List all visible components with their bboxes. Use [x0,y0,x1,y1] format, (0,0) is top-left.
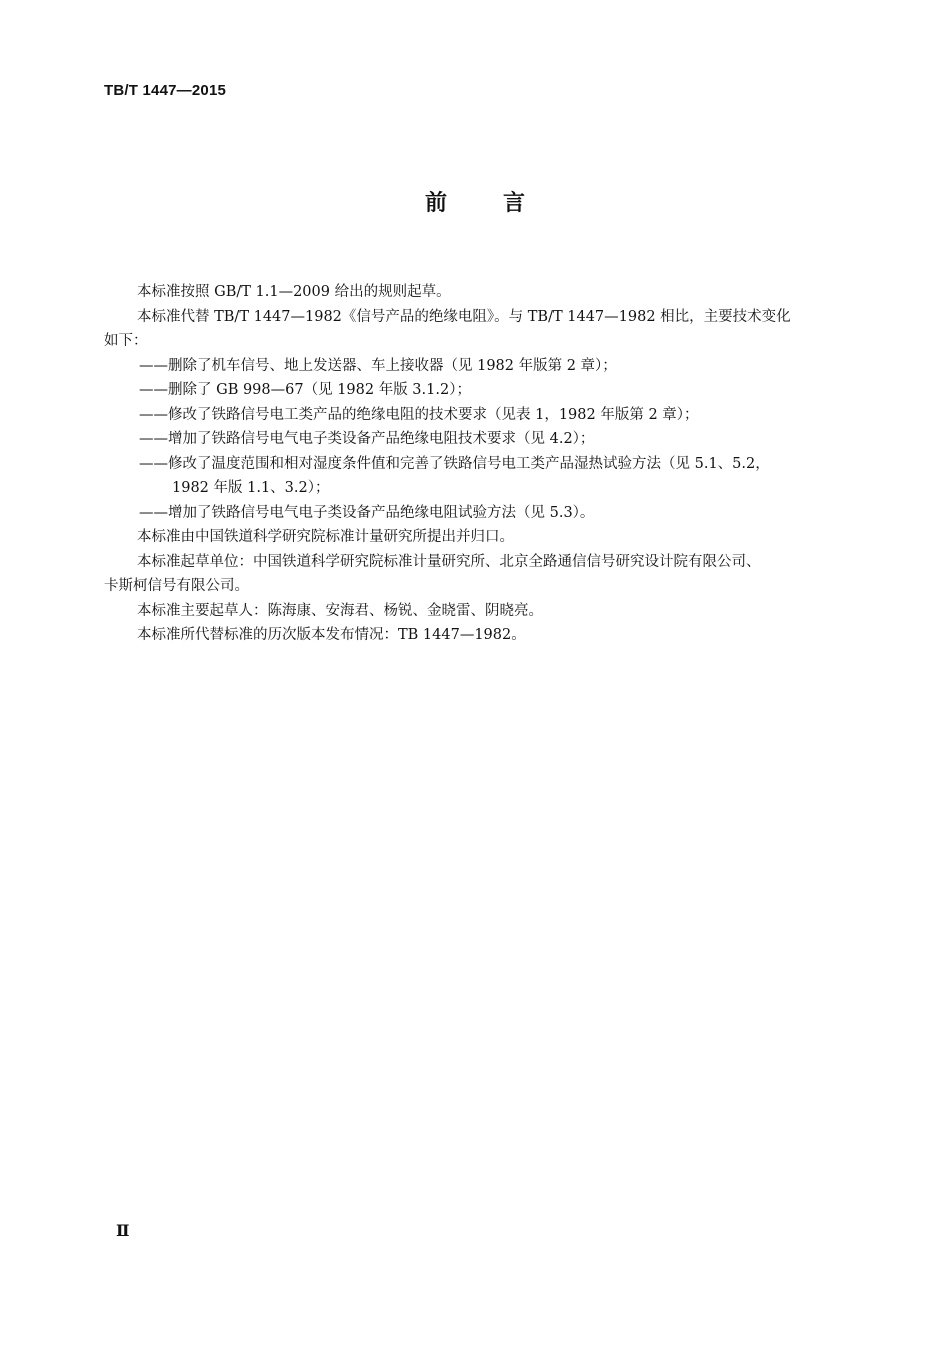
paragraph-replaces-line-1: 本标准代替 TB/T 1447—1982《信号产品的绝缘电阻》。与 TB/T 1447—1982 相比，主要技术变化 [137,308,791,325]
paragraph-drafting-units-line-2: 卡斯柯信号有限公司。 [104,578,249,594]
change-item-3: ——修改了铁路信号电工类产品的绝缘电阻的技术要求（见表 1，1982 年版第 2 章）； [139,406,699,423]
title-char-2: 言 [503,191,526,216]
document-code: TB/T 1447—2015 [104,82,227,99]
paragraph-drafters: 本标准主要起草人：陈海康、安海君、杨锐、金晓雷、阴晓亮。 [137,602,543,619]
change-item-6: ——增加了铁路信号电气电子类设备产品绝缘电阻试验方法（见 5.3）。 [139,504,595,521]
change-item-5-continued: 1982 年版 1.1、3.2）； [172,480,330,496]
paragraph-replaces-line-2: 如下： [104,333,148,349]
change-item-2: ——删除了 GB 998—67（见 1982 年版 3.1.2）； [139,382,471,398]
paragraph-version-history: 本标准所代替标准的历次版本发布情况：TB 1447—1982。 [137,627,526,643]
title-char-1: 前 [424,191,447,216]
paragraph-drafting-units-line-1: 本标准起草单位：中国铁道科学研究院标准计量研究所、北京全路通信信号研究设计院有限公司、 [137,553,761,570]
change-item-5: ——修改了温度范围和相对湿度条件值和完善了铁路信号电工类产品湿热试验方法（见 5.1、5.2， [139,455,770,472]
paragraph-proposer: 本标准由中国铁道科学研究院标准计量研究所提出并归口。 [137,529,514,545]
page-title [0,186,950,217]
change-item-4: ——增加了铁路信号电气电子类设备产品绝缘电阻技术要求（见 4.2）； [139,431,595,447]
change-item-1: ——删除了机车信号、地上发送器、车上接收器（见 1982 年版第 2 章）； [139,357,617,374]
paragraph-drafting-rules: 本标准按照 GB/T 1.1—2009 给出的规则起草。 [137,284,451,300]
page-number: Ⅱ [116,1221,130,1240]
foreword-body [104,280,850,648]
